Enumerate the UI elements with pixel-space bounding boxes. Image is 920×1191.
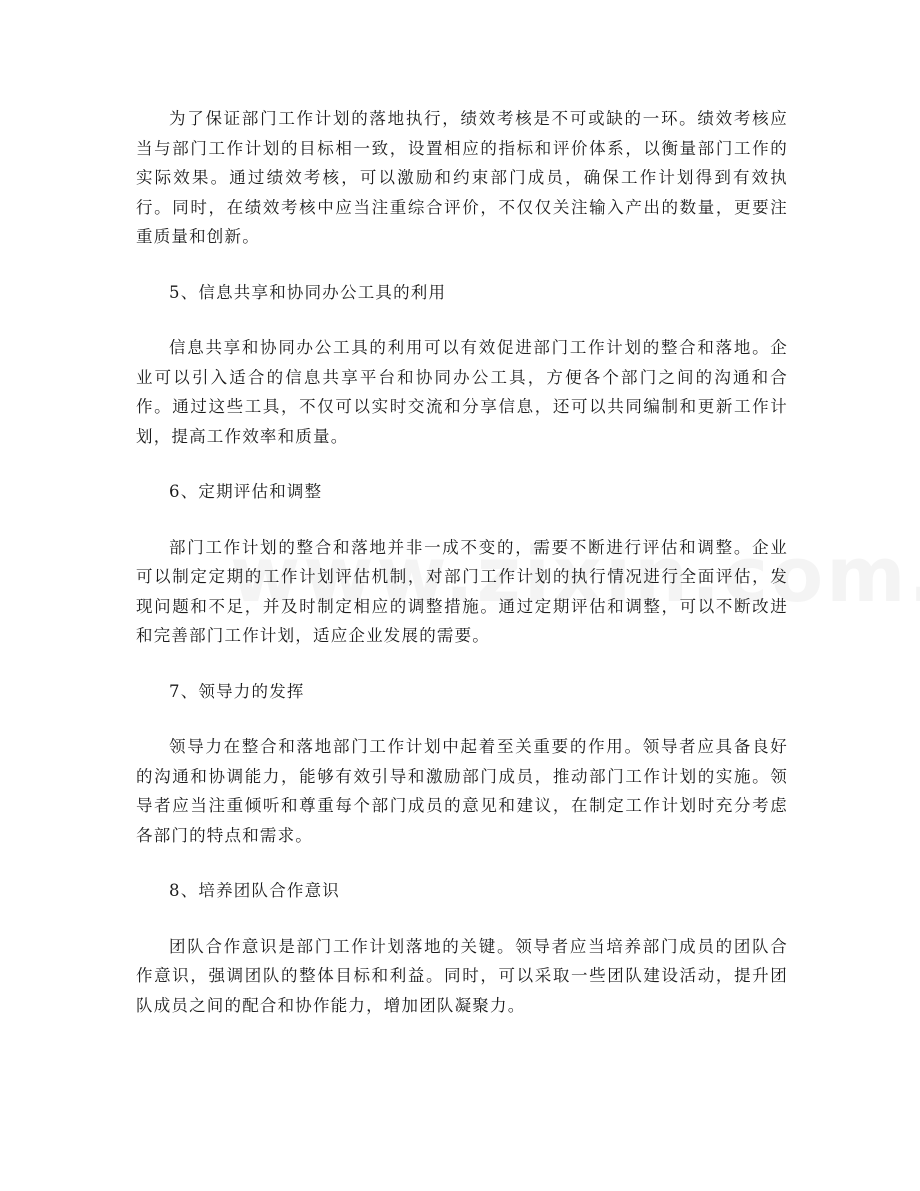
paragraph-teamwork: 团队合作意识是部门工作计划落地的关键。领导者应当培养部门成员的团队合作意识，强调团队的整体目标和利益。同时，可以采取一些团队建设活动，提升团队成员之间的配合和协作能力，增加团队凝聚力。 [136, 936, 788, 1015]
heading-section-7: 7、领导力的发挥 [169, 681, 305, 701]
paragraph-performance-evaluation: 为了保证部门工作计划的落地执行，绩效考核是不可或缺的一环。绩效考核应当与部门工作计划的目标相一致，设置相应的指标和评价体系，以衡量部门工作的实际效果。通过绩效考核，可以激励和约束部门成员，确保工作计划得到有效执行。同时，在绩效考核中应当注重综合评价，不仅仅关注输入产出的数量，更要注重质量和创新。 [136, 109, 788, 246]
heading-section-5: 5、信息共享和协同办公工具的利用 [169, 282, 447, 302]
document-body [136, 104, 788, 1020]
heading-section-8: 8、培养团队合作意识 [169, 881, 340, 900]
paragraph-leadership: 领导力在整合和落地部门工作计划中起着至关重要的作用。领导者应具备良好的沟通和协调能力，能够有效引导和激励部门成员，推动部门工作计划的实施。领导者应当注重倾听和尊重每个部门成员的意见和建议，在制定工作计划时充分考虑各部门的特点和需求。 [136, 737, 788, 845]
paragraph-information-sharing: 信息共享和协同办公工具的利用可以有效促进部门工作计划的整合和落地。企业可以引入适合的信息共享平台和协同办公工具，方便各个部门之间的沟通和合作。通过这些工具，不仅可以实时交流和分享信息，还可以共同编制和更新工作计划，提高工作效率和质量。 [136, 338, 788, 446]
heading-section-6: 6、定期评估和调整 [169, 482, 323, 501]
paragraph-periodic-review: 部门工作计划的整合和落地并非一成不变的，需要不断进行评估和调整。企业可以制定定期的工作计划评估机制，对部门工作计划的执行情况进行全面评估，发现问题和不足，并及时制定相应的调整措施。通过定期评估和调整，可以不断改进和完善部门工作计划，适应企业发展的需要。 [136, 537, 788, 645]
